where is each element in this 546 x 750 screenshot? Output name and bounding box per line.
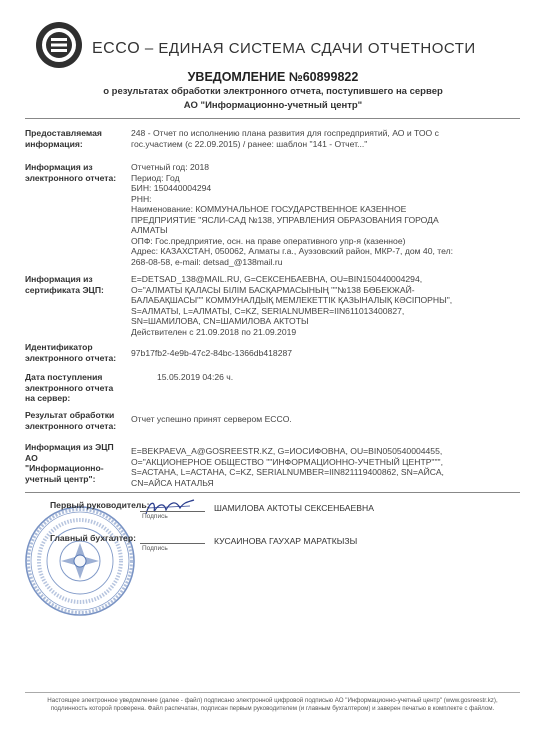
chief-accountant-signature-hint: Подпись <box>142 545 168 552</box>
document-subtitle-1: о результатах обработки электронного отчета, поступившего на сервер <box>103 86 443 97</box>
brand-line <box>92 40 476 58</box>
footer-note: Настоящее электронное уведомление (далее - файл) подписано электронной цифровой подписью АО "Информационно-учетный центр" (www.gosreestr.kz), подлинность которой проверена. Файл распечатан, подписан первым руководителем (и главным бухгалтером) и заверен печатью в комплекте с файлом. <box>47 697 498 712</box>
divider <box>25 118 520 119</box>
document-title: УВЕДОМЛЕНИЕ №60899822 <box>187 70 359 84</box>
report-id-value: 97b17fb2-4e9b-47c2-84bc-1366db418287 <box>131 348 293 358</box>
report-id-label: Идентификатор электронного отчета: <box>25 342 117 363</box>
cert-info-label: Информация из сертификата ЭЦП: <box>25 274 104 295</box>
ecco-logo-icon <box>34 20 84 70</box>
brand-name: ECCO <box>92 40 141 57</box>
report-info-value: Отчетный год: 2018 Период: Год БИН: 150440004294 РНН: Наименование: КОММУНАЛЬНОЕ ГОСУДАРСТВЕННОЕ КАЗЕННОЕ ПРЕДПРИЯТИЕ "ЯСЛИ-САД №138, УПРАВЛЕНИЯ ОБРАЗОВАНИЯ ГОРОДА АЛМАТЫ ОПФ: Гос.предприятие, осн. на праве оперативного упр-я (казенное) Адрес: КАЗАХСТАН, 050062, Алматы г.а., Ауэзовский район, МКР-7, дом 40, тел: 268-08-58, e-mail: detsad_@138mail.ru <box>131 162 453 267</box>
row-report-id <box>25 342 520 366</box>
chief-accountant-signature-line <box>140 543 205 544</box>
first-head-signature-line <box>140 511 205 512</box>
divider <box>25 492 520 493</box>
row-center-cert <box>25 442 520 488</box>
row-provided-info <box>25 128 520 158</box>
first-head-name: ШАМИЛОВА АКТОТЫ СЕКСЕНБАЕВНА <box>214 503 374 513</box>
received-date-label: Дата поступления электронного отчета на сервер: <box>25 372 114 403</box>
footer-divider <box>25 692 520 693</box>
first-head-signature-hint: Подпись <box>142 513 168 520</box>
center-cert-value: E=BEKPAEVA_A@GOSREESTR.KZ, G=ИОСИФОВНА, OU=BIN050540004455, O="АКЦИОНЕРНОЕ ОБЩЕСТВО ""ИНФОРМАЦИОННО-УЧЕТНЫЙ ЦЕНТР""", S=АСТАНА, L=АСТАНА, C=KZ, SERIALNUMBER=IIN821119400862, SN=АЙСА, CN=АЙСА НАТАЛЬЯ <box>131 446 444 488</box>
row-received-date <box>25 372 520 406</box>
received-date-value: 15.05.2019 04:26 ч. <box>157 372 234 382</box>
row-result <box>25 410 520 434</box>
first-head-label: Первый руководитель: <box>50 500 150 510</box>
chief-accountant-name: КУСАИНОВА ГАУХАР МАРАТКЫЗЫ <box>214 536 358 546</box>
row-report-info <box>25 162 520 270</box>
provided-info-label: Предоставляемая информация: <box>25 128 102 149</box>
report-info-label: Информация из электронного отчета: <box>25 162 117 183</box>
brand-tagline: – ЕДИНАЯ СИСТЕМА СДАЧИ ОТЧЕТНОСТИ <box>144 40 476 57</box>
center-cert-label: Информация из ЭЦП АО "Информационно- учетный центр": <box>25 442 114 484</box>
official-stamp-icon <box>24 505 136 617</box>
result-label: Результат обработки электронного отчета: <box>25 410 117 431</box>
row-cert-info <box>25 274 520 340</box>
result-value: Отчет успешно принят сервером ECCO. <box>131 414 292 424</box>
cert-info-value: E=DETSAD_138@MAIL.RU, G=СЕКСЕНБАЕВНА, OU=BIN150440004294, O="АЛМАТЫ ҚАЛАСЫ БІЛІМ БАСҚАРМАСЫНЫҢ ""№138 БӨБЕКЖАЙ- БАЛАБАҚШАСЫ"" КОММУНАЛДЫҚ МЕМЛЕКЕТТІК ҚАЗЫНАЛЫҚ КӘСІПОРНЫ", S=АЛМАТЫ, L=АЛМАТЫ, C=KZ, SERIALNUMBER=IIN611013400827, SN=ШАМИЛОВА, CN=ШАМИЛОВА АКТОТЫ Действителен с 21.09.2018 по 21.09.2019 <box>131 274 453 337</box>
chief-accountant-label: Главный бухгалтер: <box>50 533 136 543</box>
document-subtitle-2: АО "Информационно-учетный центр" <box>183 100 363 111</box>
title-block <box>0 70 546 112</box>
header <box>34 20 534 70</box>
provided-info-value: 248 - Отчет по исполнению плана развития для госпредприятий, АО и ТОО с гос.участием (с 22.09.2015) / ранее: шаблон "141 - Отчет..." <box>131 128 439 149</box>
